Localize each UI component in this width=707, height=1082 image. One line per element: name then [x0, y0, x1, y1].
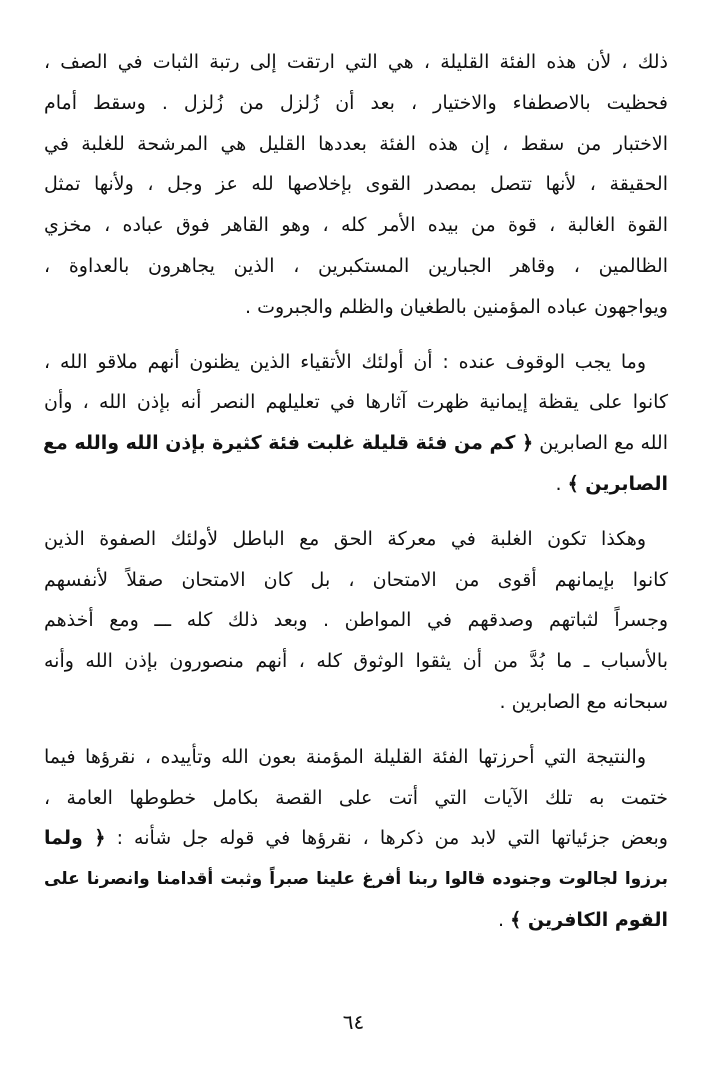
text-line: سبحانه مع الصابرين .: [499, 690, 668, 713]
paragraph-4: [44, 737, 668, 941]
paragraph-3: [44, 519, 668, 723]
paragraph-2: [44, 342, 668, 505]
text-line: [44, 464, 668, 505]
quran-quote: القوم الكافرين ﴾: [510, 908, 668, 931]
text-line: ختمت به تلك الآيات التي أتت على القصة بكامل خطوطها العامة ،: [44, 786, 668, 809]
page-body: [44, 42, 668, 955]
text-fragment: .: [498, 908, 511, 931]
text-line: وما يجب الوقوف عنده : أن أولئك الأتقياء الذين يظنون أنهم ملاقو الله ،: [44, 350, 646, 373]
text-line: الاختبار من سقط ، إن هذه الفئة بعددها القليل هي المرشحة للغلبة في: [44, 132, 668, 155]
paragraph-1: [44, 42, 668, 328]
quran-quote-line: برزوا لجالوت وجنوده قالوا ربنا أفرغ علينا صبراً وثبت أقدامنا وانصرنا على: [44, 869, 668, 890]
quran-quote: ﴿ كم من فئة قليلة غلبت فئة كثيرة بإذن الله والله مع: [42, 432, 534, 455]
text-line: القوة الغالبة ، قوة من بيده الأمر كله ، وهو القاهر فوق عباده ، مخزي: [44, 214, 668, 237]
text-line: وهكذا تكون الغلبة في معركة الحق مع الباطل لأولئك الصفوة الذين: [44, 527, 646, 550]
text-line: ويواجهون عباده المؤمنين بالطغيان والظلم والجبروت .: [244, 295, 668, 318]
text-fragment: الله مع الصابرين: [533, 432, 668, 455]
text-line: وجسراً لثباتهم وصدقهم في المواطن . وبعد ذلك كله ـــ ومع أخذهم: [44, 609, 668, 632]
text-line: فحظيت بالاصطفاء والاختيار ، بعد أن زُلزل من زُلزل . وسقط أمام: [44, 91, 668, 114]
text-line: الظالمين ، وقاهر الجبارين المستكبرين ، الذين يجاهرون بالعداوة ،: [44, 254, 668, 277]
text-line: ذلك ، لأن هذه الفئة القليلة ، هي التي ارتقت إلى رتبة الثبات في الصف ،: [44, 51, 668, 73]
text-line: [44, 818, 668, 859]
text-line: كانوا بإيمانهم أقوى من الامتحان ، بل كان الامتحان صقلاً لأنفسهم: [44, 568, 668, 591]
page-number: ٦٤: [342, 1010, 365, 1034]
text-line: [44, 900, 668, 941]
text-line: كانوا على يقظة إيمانية ظهرت آثارها في تعليلهم النصر أنه بإذن الله ، وأن: [44, 391, 668, 414]
text-line: والنتيجة التي أحرزتها الفئة القليلة المؤمنة بعون الله وتأييده ، نقرؤها فيما: [44, 745, 646, 768]
text-line: بالأسباب ـ ما بُدَّ من أن يثقوا الوثوق كله ، أنهم منصورون بإذن الله وأنه: [44, 650, 668, 673]
text-fragment: .: [555, 472, 568, 495]
text-fragment: وبعض جزئياتها التي لابد من ذكرها ، نقرؤها في قوله جل شأنه :: [105, 827, 668, 850]
text-line: [44, 423, 668, 464]
quran-quote: الصابرين ﴾: [567, 472, 668, 495]
text-line: الحقيقة ، لأنها تتصل بمصدر القوى بإخلاصها لله عز وجل ، ولأنها تمثل: [44, 173, 668, 196]
quran-quote: ﴿ ولما: [44, 827, 106, 850]
